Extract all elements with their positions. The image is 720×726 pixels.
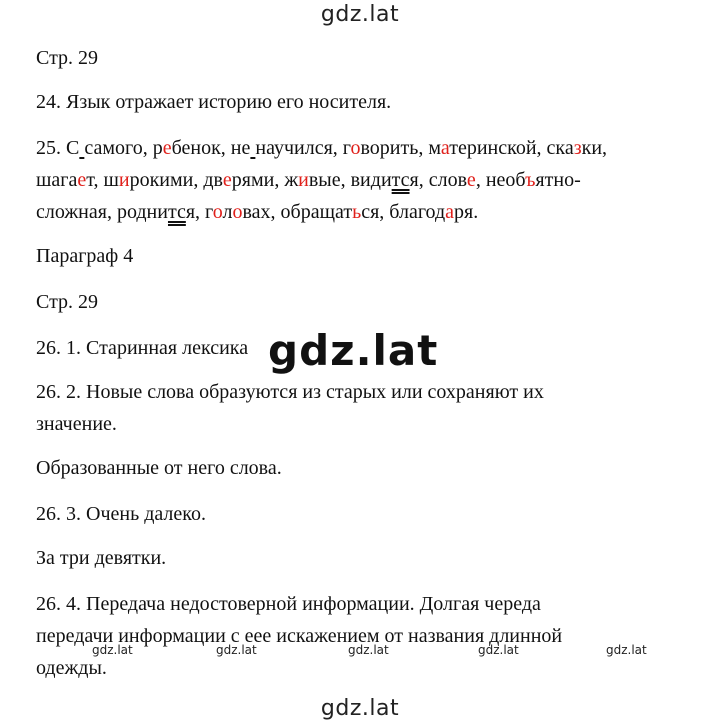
text-fragment: рями, ж [231, 169, 299, 191]
text-fragment: вах, обращат [242, 201, 353, 223]
underlined-fragment: тс [167, 201, 186, 223]
exercise-26-4-line-1: 26. 4. Передача недостоверной информации. Долгая череда [36, 593, 541, 615]
text-fragment: рокими, дв [129, 169, 223, 191]
text-fragment: вые, види [308, 169, 392, 191]
exercise-26-2-line-1: 26. 2. Новые слова образуются из старых или сохраняют их [36, 381, 544, 403]
page-reference: Стр. 29 [36, 47, 99, 69]
text-fragment: 25. С [36, 137, 80, 159]
text-fragment: ся, благод [361, 201, 446, 223]
highlighted-letter: о [232, 201, 243, 223]
text-fragment: ворить, м [360, 137, 441, 159]
exercise-26-1-answer: 26. 1. Старинная лексика [36, 337, 249, 359]
underlined-fragment: тс [391, 169, 410, 191]
watermark-small: gdz.lat [348, 643, 389, 657]
exercise-26-3-answer: 26. 3. Очень далеко. [36, 503, 206, 525]
exercise-25-line-2 [36, 168, 581, 192]
text-fragment: л [222, 201, 233, 223]
highlighted-letter: е [162, 137, 172, 159]
text-fragment: ря. [454, 201, 479, 223]
watermark-center: gdz.lat [268, 326, 439, 375]
watermark-small: gdz.lat [92, 643, 133, 657]
highlighted-letter: и [118, 169, 130, 191]
exercise-24-answer: 24. Язык отражает историю его носителя. [36, 91, 392, 113]
exercise-25-line-3 [36, 200, 478, 224]
exercise-26-4-line-3: одежды. [36, 657, 107, 679]
text-fragment: теринской, ска [449, 137, 574, 159]
text-fragment: ятно- [535, 169, 581, 191]
highlighted-letter: ъ [525, 169, 536, 191]
text-fragment: я, г [185, 201, 213, 223]
watermark-small: gdz.lat [606, 643, 647, 657]
exercise-26-3-extra: За три девятки. [36, 547, 167, 569]
page-reference: Стр. 29 [36, 291, 99, 313]
watermark-small: gdz.lat [216, 643, 257, 657]
watermark-top: gdz.lat [320, 2, 400, 27]
exercise-26-2-line-2: значение. [36, 413, 117, 435]
text-fragment: сложная, родни [36, 201, 168, 223]
text-fragment: , необ [475, 169, 526, 191]
text-fragment: т, ш [86, 169, 119, 191]
highlighted-letter: ь [352, 201, 362, 223]
highlighted-letter: а [440, 137, 450, 159]
paragraph-heading: Параграф 4 [36, 245, 134, 267]
highlighted-letter: е [77, 169, 87, 191]
text-fragment: ки, [581, 137, 608, 159]
watermark-bottom: gdz.lat [320, 696, 400, 721]
highlighted-letter: е [222, 169, 232, 191]
highlighted-letter: о [212, 201, 223, 223]
exercise-26-2-extra: Образованные от него слова. [36, 457, 282, 479]
highlighted-letter: о [350, 137, 361, 159]
highlighted-letter: е [466, 169, 476, 191]
highlighted-letter: з [573, 137, 582, 159]
text-fragment: шага [36, 169, 78, 191]
exercise-26-4-line-2: передачи информации с еее искажением от названия длинной [36, 625, 563, 647]
exercise-25-line-1 [36, 136, 607, 160]
text-fragment: самого, р [84, 137, 163, 159]
watermark-small: gdz.lat [478, 643, 519, 657]
highlighted-letter: а [445, 201, 455, 223]
highlighted-letter: и [298, 169, 309, 191]
text-fragment: бенок, не [171, 137, 251, 159]
text-fragment: я, слов [409, 169, 467, 191]
text-fragment: научился, г [255, 137, 351, 159]
